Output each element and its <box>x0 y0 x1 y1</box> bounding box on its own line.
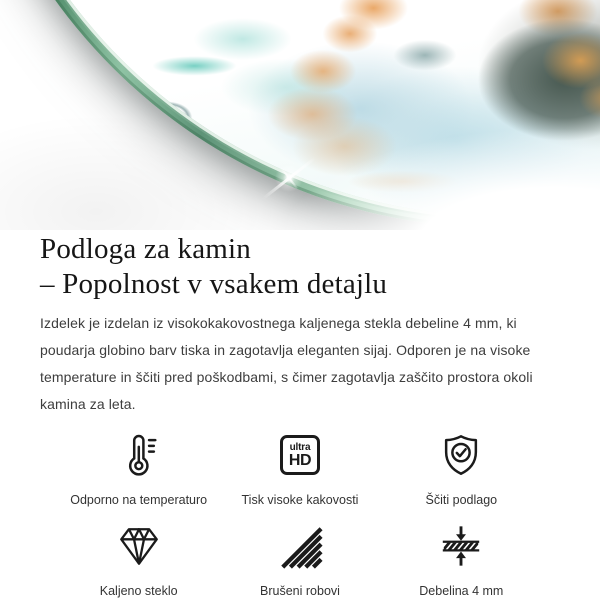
glass-panel-image <box>0 0 600 228</box>
feature-item-tempered-glass <box>58 521 219 598</box>
feature-item-polished-edges <box>219 521 380 598</box>
marble-print <box>0 0 600 216</box>
shield-check-icon <box>438 430 484 480</box>
feature-grid <box>58 430 542 598</box>
ultra-hd-text-top: ultra <box>289 441 311 453</box>
page-title <box>40 232 560 302</box>
polished-edges-icon <box>277 521 323 571</box>
feature-label: Tisk visoke kakovosti <box>241 493 359 507</box>
ultra-hd-icon <box>280 430 320 480</box>
product-description: Izdelek je izdelan iz visokokakovostnega kaljenega stekla debeline 4 mm, ki poudarja globino barv tiska in zagotavlja eleganten sijaj. Odporen je na visoke temperature in ščiti pred poškodbami, s čimer zagotavlja zaščito prostora okoli kamina za leta. <box>40 315 533 412</box>
feature-item-protects <box>381 430 542 507</box>
feature-item-thickness <box>381 521 542 598</box>
feature-item-print-quality <box>219 430 380 507</box>
thickness-icon <box>438 521 484 571</box>
feature-label: Debelina 4 mm <box>419 584 504 598</box>
diamond-icon <box>116 521 162 571</box>
ultra-hd-text-bottom: HD <box>288 451 312 469</box>
page-title-line1: Podloga za kamin <box>40 233 251 265</box>
feature-label: Ščiti podlago <box>425 493 498 507</box>
page-title-line2: – Popolnost v vsakem detajlu <box>40 268 388 300</box>
product-info-section <box>0 232 600 598</box>
feature-label: Brušeni robovi <box>260 584 340 598</box>
product-image-section <box>0 0 600 230</box>
feature-item-temperature <box>58 430 219 507</box>
feature-label: Odporno na temperaturo <box>70 493 208 507</box>
feature-label: Kaljeno steklo <box>99 584 178 598</box>
thermometer-icon <box>116 430 162 480</box>
